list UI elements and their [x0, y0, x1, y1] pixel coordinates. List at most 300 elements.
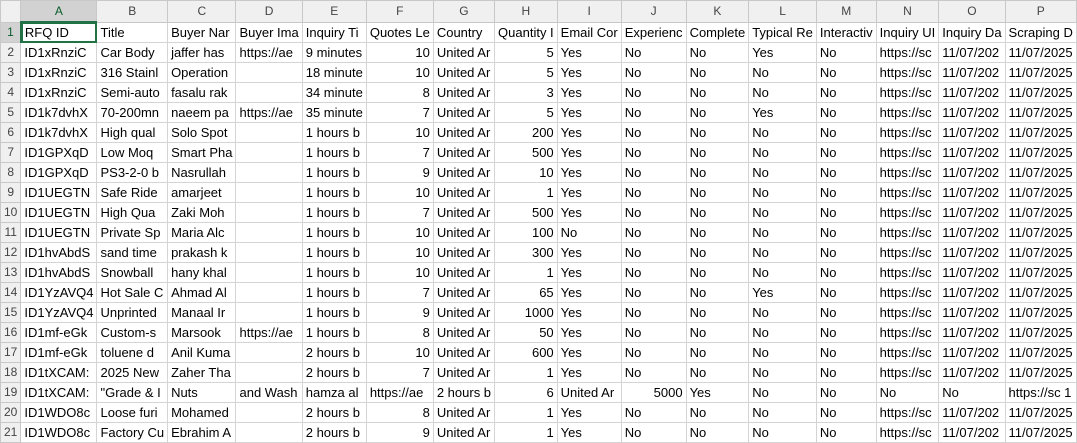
cell-e16[interactable]: 1 hours b [302, 323, 366, 343]
cell-j5[interactable]: No [621, 103, 686, 123]
cell-c12[interactable]: prakash k [168, 243, 236, 263]
cell-p8[interactable]: 11/07/2025 [1005, 163, 1076, 183]
cell-o13[interactable]: 11/07/202 [939, 263, 1005, 283]
row-header[interactable]: 15 [1, 303, 21, 323]
cell-f4[interactable]: 8 [366, 83, 433, 103]
cell-n12[interactable]: https://sc [876, 243, 939, 263]
cell-a19[interactable]: ID1tXCAM: [21, 383, 97, 403]
cell-i17[interactable]: Yes [557, 343, 621, 363]
cell-e7[interactable]: 1 hours b [302, 143, 366, 163]
cell-n15[interactable]: https://sc [876, 303, 939, 323]
cell-b15[interactable]: Unprinted [97, 303, 168, 323]
cell-m18[interactable]: No [816, 363, 876, 383]
cell-p16[interactable]: 11/07/2025 [1005, 323, 1076, 343]
cell-i12[interactable]: Yes [557, 243, 621, 263]
cell-c6[interactable]: Solo Spot [168, 123, 236, 143]
cell-o2[interactable]: 11/07/202 [939, 43, 1005, 63]
cell-i13[interactable]: Yes [557, 263, 621, 283]
cell-d5[interactable]: https://ae [236, 103, 302, 123]
cell-m8[interactable]: No [816, 163, 876, 183]
cell-p3[interactable]: 11/07/2025 [1005, 63, 1076, 83]
cell-a13[interactable]: ID1hvAbdS [21, 263, 97, 283]
cell-o5[interactable]: 11/07/202 [939, 103, 1005, 123]
cell-l5[interactable]: Yes [749, 103, 817, 123]
cell-e6[interactable]: 1 hours b [302, 123, 366, 143]
cell-d2[interactable]: https://ae [236, 43, 302, 63]
cell-g14[interactable]: United Ar [433, 283, 494, 303]
cell-i19[interactable]: United Ar [557, 383, 621, 403]
cell-b2[interactable]: Car Body [97, 43, 168, 63]
cell-h16[interactable]: 50 [495, 323, 558, 343]
row-header[interactable]: 10 [1, 203, 21, 223]
row-header[interactable]: 17 [1, 343, 21, 363]
cell-g20[interactable]: United Ar [433, 403, 494, 423]
cell-i7[interactable]: Yes [557, 143, 621, 163]
cell-g12[interactable]: United Ar [433, 243, 494, 263]
cell-f9[interactable]: 10 [366, 183, 433, 203]
cell-m19[interactable]: No [816, 383, 876, 403]
cell-f17[interactable]: 10 [366, 343, 433, 363]
cell-h17[interactable]: 600 [495, 343, 558, 363]
cell-f15[interactable]: 9 [366, 303, 433, 323]
cell-o9[interactable]: 11/07/202 [939, 183, 1005, 203]
cell-m17[interactable]: No [816, 343, 876, 363]
cell-i5[interactable]: Yes [557, 103, 621, 123]
cell-g16[interactable]: United Ar [433, 323, 494, 343]
cell-a16[interactable]: ID1mf-eGk [21, 323, 97, 343]
cell-m4[interactable]: No [816, 83, 876, 103]
cell-p4[interactable]: 11/07/2025 [1005, 83, 1076, 103]
cell-c7[interactable]: Smart Pha [168, 143, 236, 163]
cell-b20[interactable]: Loose furi [97, 403, 168, 423]
cell-g15[interactable]: United Ar [433, 303, 494, 323]
cell-i18[interactable]: Yes [557, 363, 621, 383]
cell-h14[interactable]: 65 [495, 283, 558, 303]
cell-n2[interactable]: https://sc [876, 43, 939, 63]
cell-c1[interactable]: Buyer Nar [168, 22, 236, 43]
cell-g17[interactable]: United Ar [433, 343, 494, 363]
cell-l8[interactable]: No [749, 163, 817, 183]
cell-p21[interactable]: 11/07/2025 [1005, 423, 1076, 443]
cell-l15[interactable]: No [749, 303, 817, 323]
cell-p20[interactable]: 11/07/2025 [1005, 403, 1076, 423]
cell-j6[interactable]: No [621, 123, 686, 143]
cell-i1[interactable]: Email Cor [557, 22, 621, 43]
cell-b7[interactable]: Low Moq [97, 143, 168, 163]
cell-n9[interactable]: https://sc [876, 183, 939, 203]
cell-h3[interactable]: 5 [495, 63, 558, 83]
cell-p11[interactable]: 11/07/2025 [1005, 223, 1076, 243]
cell-e8[interactable]: 1 hours b [302, 163, 366, 183]
cell-l6[interactable]: No [749, 123, 817, 143]
cell-k2[interactable]: No [686, 43, 749, 63]
cell-d3[interactable] [236, 63, 302, 83]
column-header-m[interactable]: M [816, 1, 876, 23]
cell-o14[interactable]: 11/07/202 [939, 283, 1005, 303]
row-header[interactable]: 1 [1, 22, 21, 43]
cell-j11[interactable]: No [621, 223, 686, 243]
cell-g21[interactable]: United Ar [433, 423, 494, 443]
cell-k7[interactable]: No [686, 143, 749, 163]
cell-l12[interactable]: No [749, 243, 817, 263]
cell-d10[interactable] [236, 203, 302, 223]
cell-a5[interactable]: ID1k7dvhX [21, 103, 97, 123]
cell-i16[interactable]: Yes [557, 323, 621, 343]
cell-o12[interactable]: 11/07/202 [939, 243, 1005, 263]
cell-d4[interactable] [236, 83, 302, 103]
cell-n14[interactable]: https://sc [876, 283, 939, 303]
cell-f2[interactable]: 10 [366, 43, 433, 63]
cell-l2[interactable]: Yes [749, 43, 817, 63]
cell-k10[interactable]: No [686, 203, 749, 223]
row-header[interactable]: 6 [1, 123, 21, 143]
cell-m2[interactable]: No [816, 43, 876, 63]
cell-h1[interactable]: Quantity I [495, 22, 558, 43]
cell-l3[interactable]: No [749, 63, 817, 83]
cell-b11[interactable]: Private Sp [97, 223, 168, 243]
cell-f11[interactable]: 10 [366, 223, 433, 243]
cell-g6[interactable]: United Ar [433, 123, 494, 143]
cell-n1[interactable]: Inquiry UI [876, 22, 939, 43]
cell-h15[interactable]: 1000 [495, 303, 558, 323]
cell-b19[interactable]: "Grade & I [97, 383, 168, 403]
column-header-p[interactable]: P [1005, 1, 1076, 23]
cell-f7[interactable]: 7 [366, 143, 433, 163]
cell-d17[interactable] [236, 343, 302, 363]
cell-c18[interactable]: Zaher Tha [168, 363, 236, 383]
cell-k19[interactable]: Yes [686, 383, 749, 403]
column-header-l[interactable]: L [749, 1, 817, 23]
cell-e3[interactable]: 18 minute [302, 63, 366, 83]
column-header-a[interactable]: A [21, 1, 97, 23]
cell-c11[interactable]: Maria Alc [168, 223, 236, 243]
cell-n20[interactable]: https://sc [876, 403, 939, 423]
row-header[interactable]: 2 [1, 43, 21, 63]
cell-h21[interactable]: 1 [495, 423, 558, 443]
column-header-i[interactable]: I [557, 1, 621, 23]
cell-g1[interactable]: Country [433, 22, 494, 43]
cell-o18[interactable]: 11/07/202 [939, 363, 1005, 383]
cell-b18[interactable]: 2025 New [97, 363, 168, 383]
cell-b8[interactable]: PS3-2-0 b [97, 163, 168, 183]
cell-i21[interactable]: Yes [557, 423, 621, 443]
cell-d14[interactable] [236, 283, 302, 303]
cell-m11[interactable]: No [816, 223, 876, 243]
cell-l21[interactable]: No [749, 423, 817, 443]
cell-l13[interactable]: No [749, 263, 817, 283]
cell-m7[interactable]: No [816, 143, 876, 163]
cell-b4[interactable]: Semi-auto [97, 83, 168, 103]
cell-a2[interactable]: ID1xRnziC [21, 43, 97, 63]
cell-n18[interactable]: https://sc [876, 363, 939, 383]
cell-m14[interactable]: No [816, 283, 876, 303]
row-header[interactable]: 8 [1, 163, 21, 183]
cell-d8[interactable] [236, 163, 302, 183]
cell-e11[interactable]: 1 hours b [302, 223, 366, 243]
cell-a14[interactable]: ID1YzAVQ4 [21, 283, 97, 303]
column-header-j[interactable]: J [621, 1, 686, 23]
cell-a7[interactable]: ID1GPXqD [21, 143, 97, 163]
cell-j7[interactable]: No [621, 143, 686, 163]
cell-m1[interactable]: Interactiv [816, 22, 876, 43]
row-header[interactable]: 20 [1, 403, 21, 423]
cell-h13[interactable]: 1 [495, 263, 558, 283]
cell-d16[interactable]: https://ae [236, 323, 302, 343]
cell-h8[interactable]: 10 [495, 163, 558, 183]
cell-d15[interactable] [236, 303, 302, 323]
cell-k3[interactable]: No [686, 63, 749, 83]
cell-j20[interactable]: No [621, 403, 686, 423]
cell-l10[interactable]: No [749, 203, 817, 223]
cell-k9[interactable]: No [686, 183, 749, 203]
cell-o10[interactable]: 11/07/202 [939, 203, 1005, 223]
cell-g18[interactable]: United Ar [433, 363, 494, 383]
cell-f21[interactable]: 9 [366, 423, 433, 443]
cell-d6[interactable] [236, 123, 302, 143]
row-header[interactable]: 13 [1, 263, 21, 283]
cell-l11[interactable]: No [749, 223, 817, 243]
cell-i20[interactable]: Yes [557, 403, 621, 423]
column-header-n[interactable]: N [876, 1, 939, 23]
cell-i15[interactable]: Yes [557, 303, 621, 323]
cell-h4[interactable]: 3 [495, 83, 558, 103]
row-header[interactable]: 14 [1, 283, 21, 303]
cell-f1[interactable]: Quotes Le [366, 22, 433, 43]
cell-i3[interactable]: Yes [557, 63, 621, 83]
cell-c19[interactable]: Nuts [168, 383, 236, 403]
cell-f18[interactable]: 7 [366, 363, 433, 383]
cell-k20[interactable]: No [686, 403, 749, 423]
cell-g13[interactable]: United Ar [433, 263, 494, 283]
cell-j8[interactable]: No [621, 163, 686, 183]
cell-e2[interactable]: 9 minutes [302, 43, 366, 63]
cell-c21[interactable]: Ebrahim A [168, 423, 236, 443]
cell-b10[interactable]: High Qua [97, 203, 168, 223]
cell-n5[interactable]: https://sc [876, 103, 939, 123]
column-header-c[interactable]: C [168, 1, 236, 23]
cell-l17[interactable]: No [749, 343, 817, 363]
cell-e21[interactable]: 2 hours b [302, 423, 366, 443]
cell-p9[interactable]: 11/07/2025 [1005, 183, 1076, 203]
row-header[interactable]: 5 [1, 103, 21, 123]
cell-j2[interactable]: No [621, 43, 686, 63]
cell-m20[interactable]: No [816, 403, 876, 423]
cell-l9[interactable]: No [749, 183, 817, 203]
cell-d11[interactable] [236, 223, 302, 243]
cell-h6[interactable]: 200 [495, 123, 558, 143]
column-header-f[interactable]: F [366, 1, 433, 23]
column-header-k[interactable]: K [686, 1, 749, 23]
cell-h7[interactable]: 500 [495, 143, 558, 163]
cell-n21[interactable]: https://sc [876, 423, 939, 443]
cell-h10[interactable]: 500 [495, 203, 558, 223]
cell-d21[interactable] [236, 423, 302, 443]
cell-o1[interactable]: Inquiry Da [939, 22, 1005, 43]
row-header[interactable]: 18 [1, 363, 21, 383]
cell-d1[interactable]: Buyer Ima [236, 22, 302, 43]
cell-h18[interactable]: 1 [495, 363, 558, 383]
cell-n3[interactable]: https://sc [876, 63, 939, 83]
cell-a4[interactable]: ID1xRnziC [21, 83, 97, 103]
cell-i14[interactable]: Yes [557, 283, 621, 303]
cell-e10[interactable]: 1 hours b [302, 203, 366, 223]
cell-i6[interactable]: Yes [557, 123, 621, 143]
cell-b3[interactable]: 316 Stainl [97, 63, 168, 83]
cell-o6[interactable]: 11/07/202 [939, 123, 1005, 143]
cell-p10[interactable]: 11/07/2025 [1005, 203, 1076, 223]
row-header[interactable]: 11 [1, 223, 21, 243]
cell-i8[interactable]: Yes [557, 163, 621, 183]
cell-e12[interactable]: 1 hours b [302, 243, 366, 263]
cell-m6[interactable]: No [816, 123, 876, 143]
cell-o7[interactable]: 11/07/202 [939, 143, 1005, 163]
cell-p19[interactable]: https://sc 1 [1005, 383, 1076, 403]
cell-n6[interactable]: https://sc [876, 123, 939, 143]
cell-i10[interactable]: Yes [557, 203, 621, 223]
cell-o20[interactable]: 11/07/202 [939, 403, 1005, 423]
cell-k18[interactable]: No [686, 363, 749, 383]
cell-p7[interactable]: 11/07/2025 [1005, 143, 1076, 163]
cell-o16[interactable]: 11/07/202 [939, 323, 1005, 343]
cell-k6[interactable]: No [686, 123, 749, 143]
cell-c5[interactable]: naeem pa [168, 103, 236, 123]
column-header-d[interactable]: D [236, 1, 302, 23]
cell-i2[interactable]: Yes [557, 43, 621, 63]
cell-m15[interactable]: No [816, 303, 876, 323]
cell-e19[interactable]: hamza al [302, 383, 366, 403]
cell-a1[interactable]: RFQ ID [21, 22, 97, 43]
cell-n8[interactable]: https://sc [876, 163, 939, 183]
cell-o4[interactable]: 11/07/202 [939, 83, 1005, 103]
cell-b16[interactable]: Custom-s [97, 323, 168, 343]
cell-m13[interactable]: No [816, 263, 876, 283]
cell-g5[interactable]: United Ar [433, 103, 494, 123]
cell-p6[interactable]: 11/07/2025 [1005, 123, 1076, 143]
cell-n10[interactable]: https://sc [876, 203, 939, 223]
cell-n11[interactable]: https://sc [876, 223, 939, 243]
cell-e20[interactable]: 2 hours b [302, 403, 366, 423]
cell-e5[interactable]: 35 minute [302, 103, 366, 123]
cell-g4[interactable]: United Ar [433, 83, 494, 103]
cell-k1[interactable]: Complete [686, 22, 749, 43]
cell-l16[interactable]: No [749, 323, 817, 343]
cell-m5[interactable]: No [816, 103, 876, 123]
cell-a15[interactable]: ID1YzAVQ4 [21, 303, 97, 323]
cell-c16[interactable]: Marsook [168, 323, 236, 343]
cell-g9[interactable]: United Ar [433, 183, 494, 203]
cell-o11[interactable]: 11/07/202 [939, 223, 1005, 243]
cell-d7[interactable] [236, 143, 302, 163]
cell-m16[interactable]: No [816, 323, 876, 343]
cell-m12[interactable]: No [816, 243, 876, 263]
cell-c4[interactable]: fasalu rak [168, 83, 236, 103]
cell-g7[interactable]: United Ar [433, 143, 494, 163]
column-header-g[interactable]: G [433, 1, 494, 23]
cell-c10[interactable]: Zaki Moh [168, 203, 236, 223]
cell-f8[interactable]: 9 [366, 163, 433, 183]
column-header-o[interactable]: O [939, 1, 1005, 23]
cell-f10[interactable]: 7 [366, 203, 433, 223]
cell-a20[interactable]: ID1WDO8c [21, 403, 97, 423]
cell-k4[interactable]: No [686, 83, 749, 103]
cell-p17[interactable]: 11/07/2025 [1005, 343, 1076, 363]
cell-k11[interactable]: No [686, 223, 749, 243]
cell-h20[interactable]: 1 [495, 403, 558, 423]
cell-k8[interactable]: No [686, 163, 749, 183]
cell-c13[interactable]: hany khal [168, 263, 236, 283]
cell-p14[interactable]: 11/07/2025 [1005, 283, 1076, 303]
cell-i4[interactable]: Yes [557, 83, 621, 103]
cell-h9[interactable]: 1 [495, 183, 558, 203]
cell-m21[interactable]: No [816, 423, 876, 443]
cell-e4[interactable]: 34 minute [302, 83, 366, 103]
cell-o17[interactable]: 11/07/202 [939, 343, 1005, 363]
row-header[interactable]: 9 [1, 183, 21, 203]
cell-b6[interactable]: High qual [97, 123, 168, 143]
cell-e9[interactable]: 1 hours b [302, 183, 366, 203]
cell-b9[interactable]: Safe Ride [97, 183, 168, 203]
cell-j14[interactable]: No [621, 283, 686, 303]
row-header[interactable]: 19 [1, 383, 21, 403]
cell-o19[interactable]: No [939, 383, 1005, 403]
cell-j13[interactable]: No [621, 263, 686, 283]
cell-h12[interactable]: 300 [495, 243, 558, 263]
cell-c15[interactable]: Manaal Ir [168, 303, 236, 323]
cell-c14[interactable]: Ahmad Al [168, 283, 236, 303]
cell-p2[interactable]: 11/07/2025 [1005, 43, 1076, 63]
cell-o8[interactable]: 11/07/202 [939, 163, 1005, 183]
column-header-h[interactable]: H [495, 1, 558, 23]
cell-n16[interactable]: https://sc [876, 323, 939, 343]
cell-j9[interactable]: No [621, 183, 686, 203]
cell-g3[interactable]: United Ar [433, 63, 494, 83]
cell-b12[interactable]: sand time [97, 243, 168, 263]
cell-l18[interactable]: No [749, 363, 817, 383]
cell-h11[interactable]: 100 [495, 223, 558, 243]
cell-c17[interactable]: Anil Kuma [168, 343, 236, 363]
column-header-b[interactable]: B [97, 1, 168, 23]
cell-j3[interactable]: No [621, 63, 686, 83]
cell-k17[interactable]: No [686, 343, 749, 363]
cell-c9[interactable]: amarjeet [168, 183, 236, 203]
cell-i11[interactable]: No [557, 223, 621, 243]
cell-f6[interactable]: 10 [366, 123, 433, 143]
cell-l19[interactable]: No [749, 383, 817, 403]
cell-b13[interactable]: Snowball [97, 263, 168, 283]
cell-n13[interactable]: https://sc [876, 263, 939, 283]
cell-h19[interactable]: 6 [495, 383, 558, 403]
cell-p15[interactable]: 11/07/2025 [1005, 303, 1076, 323]
cell-g10[interactable]: United Ar [433, 203, 494, 223]
cell-h2[interactable]: 5 [495, 43, 558, 63]
cell-n7[interactable]: https://sc [876, 143, 939, 163]
cell-j12[interactable]: No [621, 243, 686, 263]
cell-b21[interactable]: Factory Cu [97, 423, 168, 443]
cell-m3[interactable]: No [816, 63, 876, 83]
cell-j10[interactable]: No [621, 203, 686, 223]
cell-p13[interactable]: 11/07/2025 [1005, 263, 1076, 283]
cell-c2[interactable]: jaffer has [168, 43, 236, 63]
cell-b1[interactable]: Title [97, 22, 168, 43]
cell-n19[interactable]: No [876, 383, 939, 403]
cell-f13[interactable]: 10 [366, 263, 433, 283]
cell-f16[interactable]: 8 [366, 323, 433, 343]
cell-e14[interactable]: 1 hours b [302, 283, 366, 303]
cell-b17[interactable]: toluene d [97, 343, 168, 363]
column-header-e[interactable]: E [302, 1, 366, 23]
cell-p5[interactable]: 11/07/2025 [1005, 103, 1076, 123]
cell-a12[interactable]: ID1hvAbdS [21, 243, 97, 263]
